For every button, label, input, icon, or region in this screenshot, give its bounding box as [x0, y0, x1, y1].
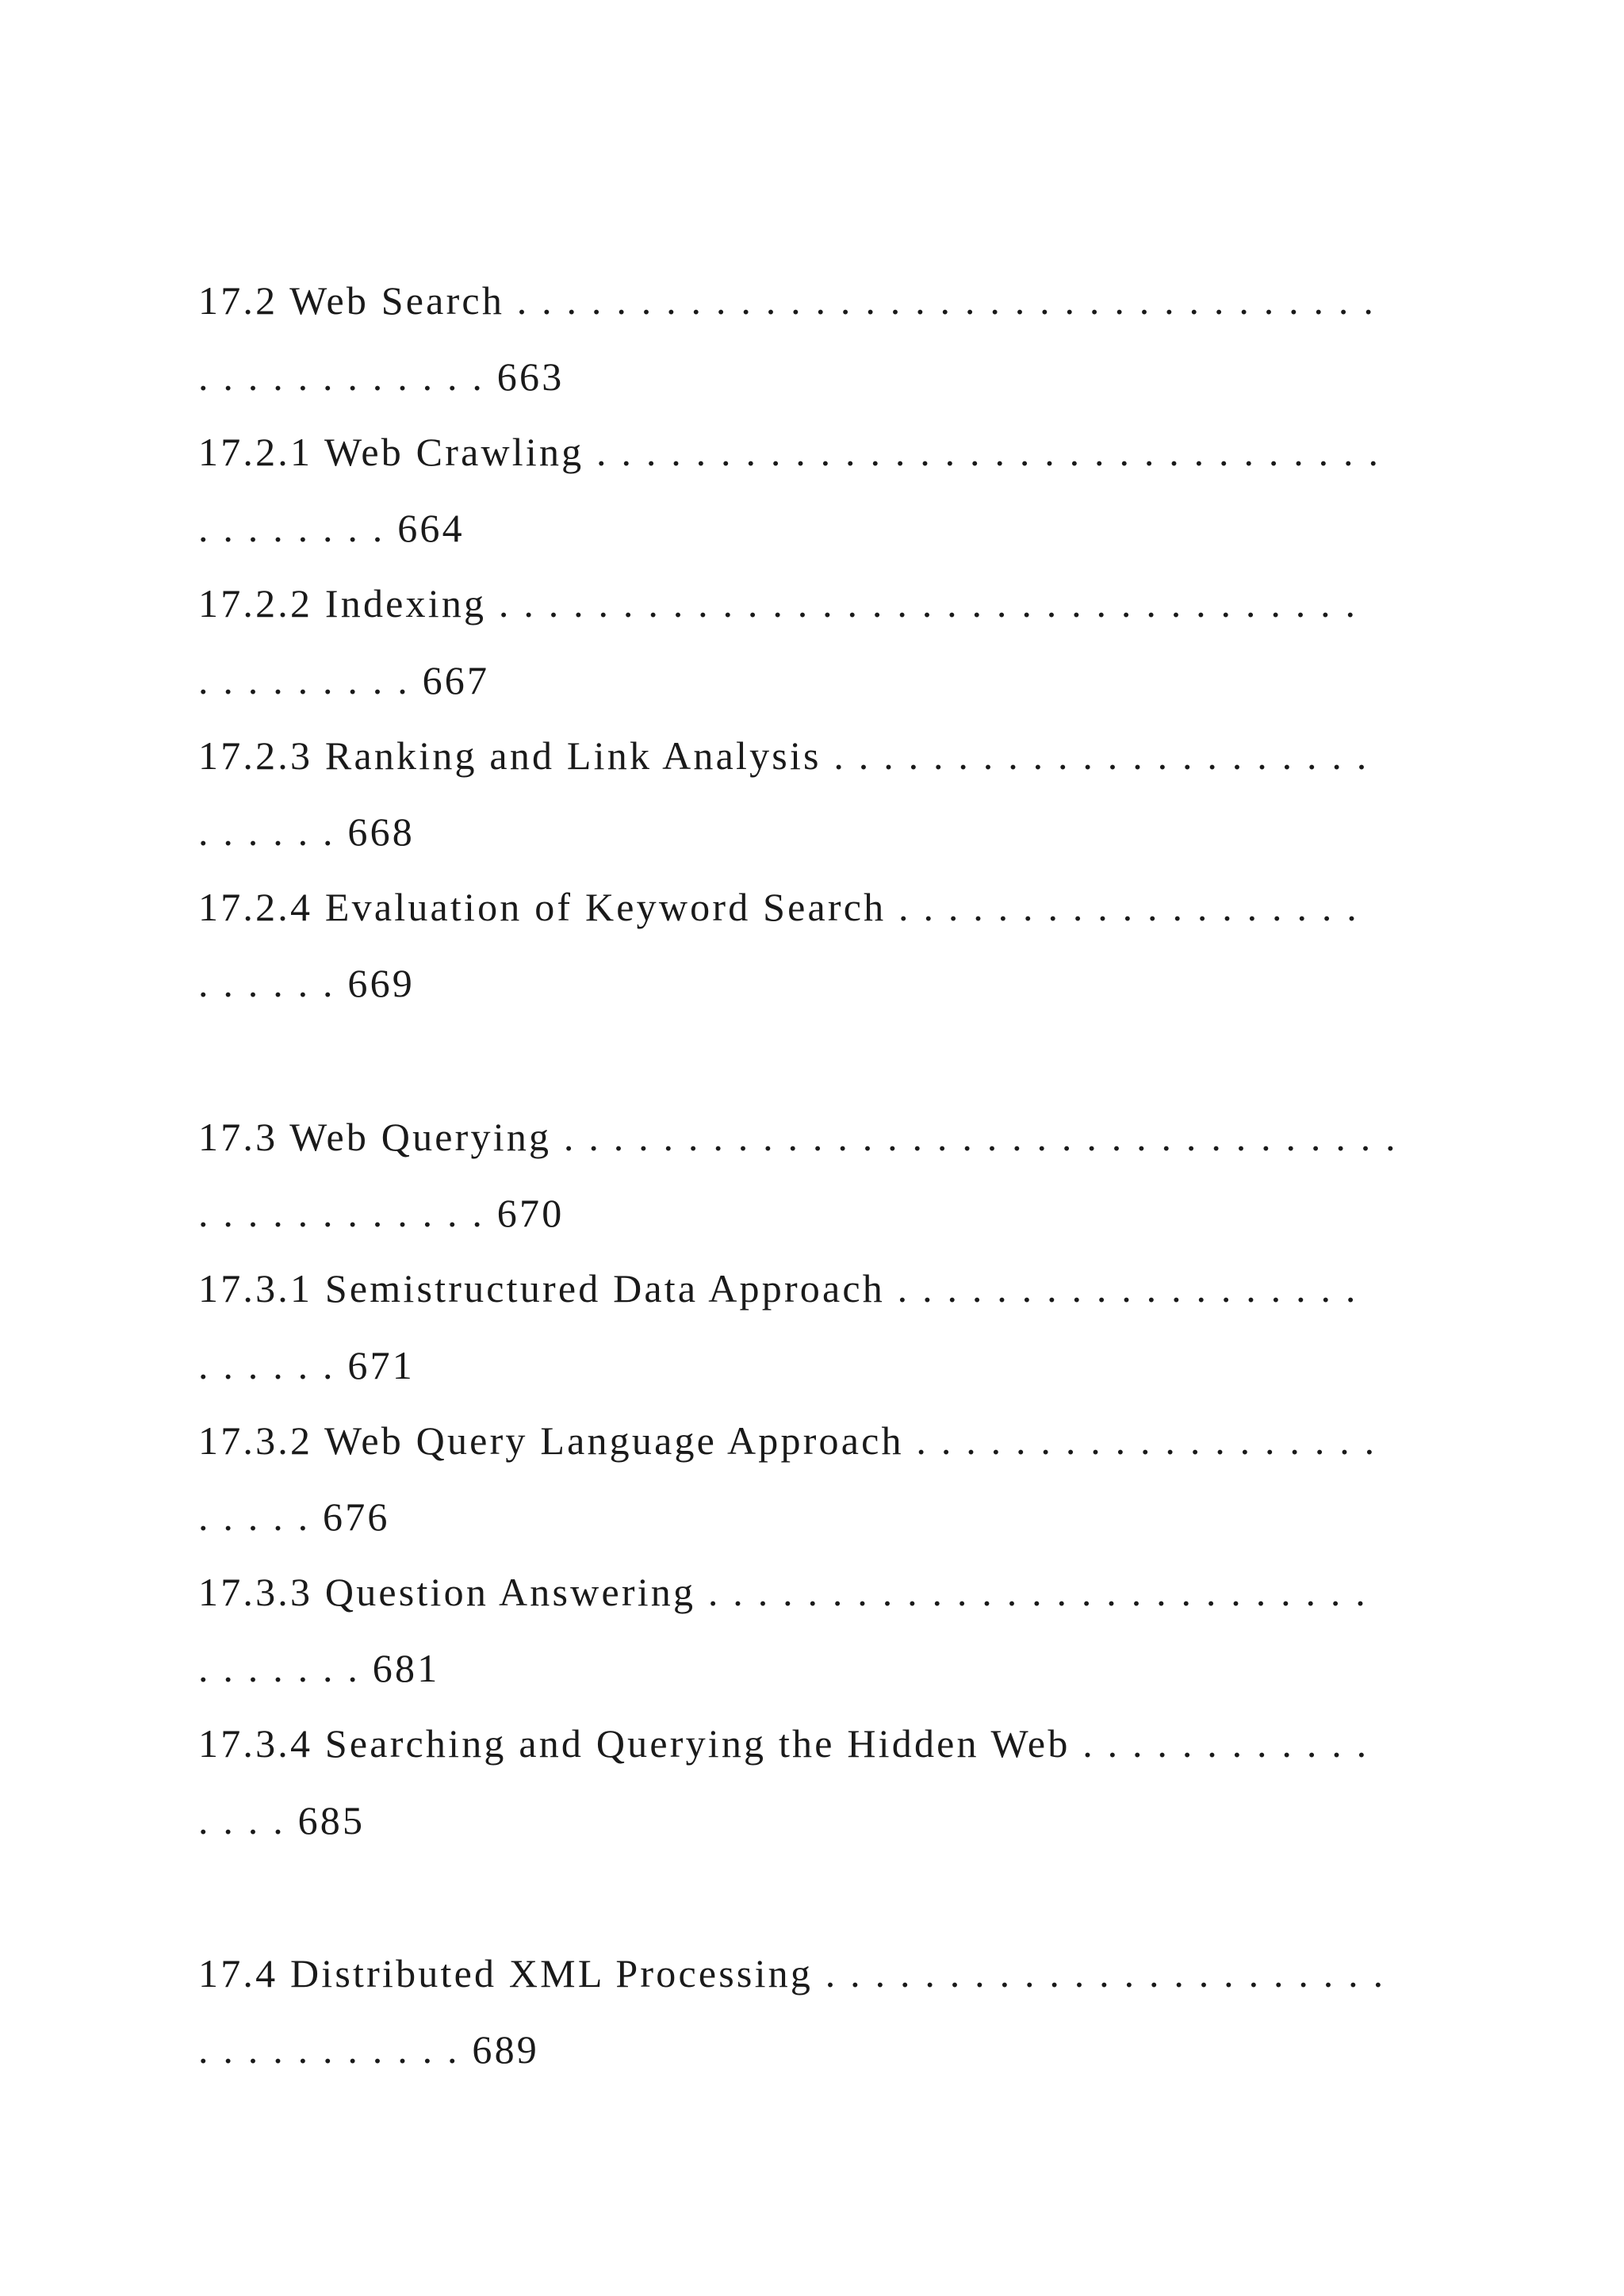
toc-entry-17-3-3-title: 17.3.3 Question Answering . . . . . . . . . . . . . . . . . . . . . . . . . . . [198, 1570, 1368, 1614]
toc-entry-17-4-page: . . . . . . . . . . . 689 [198, 2027, 539, 2072]
toc-entry-17-2-3-title: 17.2.3 Ranking and Link Analysis . . . . . . . . . . . . . . . . . . . . . . [198, 733, 1369, 778]
toc-entry-17-3-page: . . . . . . . . . . . . 670 [198, 1191, 565, 1235]
toc-entry-17-3-3-page: . . . . . . . 681 [198, 1646, 440, 1690]
toc-entry-17-3-4-title: 17.3.4 Searching and Querying the Hidden Web . . . . . . . . . . . . [198, 1721, 1369, 1766]
toc-entry-17-2-2-title: 17.2.2 Indexing . . . . . . . . . . . . . . . . . . . . . . . . . . . . . . . . . . . [198, 581, 1358, 626]
toc-entry-17-2-1-title: 17.2.1 Web Crawling . . . . . . . . . . . . . . . . . . . . . . . . . . . . . . . . [198, 430, 1381, 474]
toc-entry-17-2-4-title: 17.2.4 Evaluation of Keyword Search . . . . . . . . . . . . . . . . . . . [198, 885, 1359, 929]
toc-entry-17-2-title: 17.2 Web Search . . . . . . . . . . . . . . . . . . . . . . . . . . . . . . . . . . . [198, 278, 1377, 323]
toc-entry-17-2-4-page: . . . . . . 669 [198, 961, 415, 1005]
toc-entry-17-4-title: 17.4 Distributed XML Processing . . . . . . . . . . . . . . . . . . . . . . . [198, 1951, 1386, 1996]
toc-entry-17-3-2-title: 17.3.2 Web Query Language Approach . . . . . . . . . . . . . . . . . . . [198, 1418, 1377, 1463]
toc-entry-17-3-title: 17.3 Web Querying . . . . . . . . . . . . . . . . . . . . . . . . . . . . . . . . . . [198, 1115, 1398, 1159]
toc-entry-17-2-page: . . . . . . . . . . . . 663 [198, 354, 565, 399]
toc-entry-17-2-2-page: . . . . . . . . . 667 [198, 658, 490, 702]
toc-entry-17-3-2-page: . . . . . 676 [198, 1494, 390, 1539]
toc-entry-17-3-1-page: . . . . . . 671 [198, 1343, 415, 1387]
toc-entry-17-2-3-page: . . . . . . 668 [198, 809, 415, 854]
toc-entry-17-3-1-title: 17.3.1 Semistructured Data Approach . . . . . . . . . . . . . . . . . . . [198, 1266, 1358, 1311]
toc-entry-17-3-4-page: . . . . 685 [198, 1798, 366, 1843]
toc-entry-17-2-1-page: . . . . . . . . 664 [198, 506, 465, 550]
